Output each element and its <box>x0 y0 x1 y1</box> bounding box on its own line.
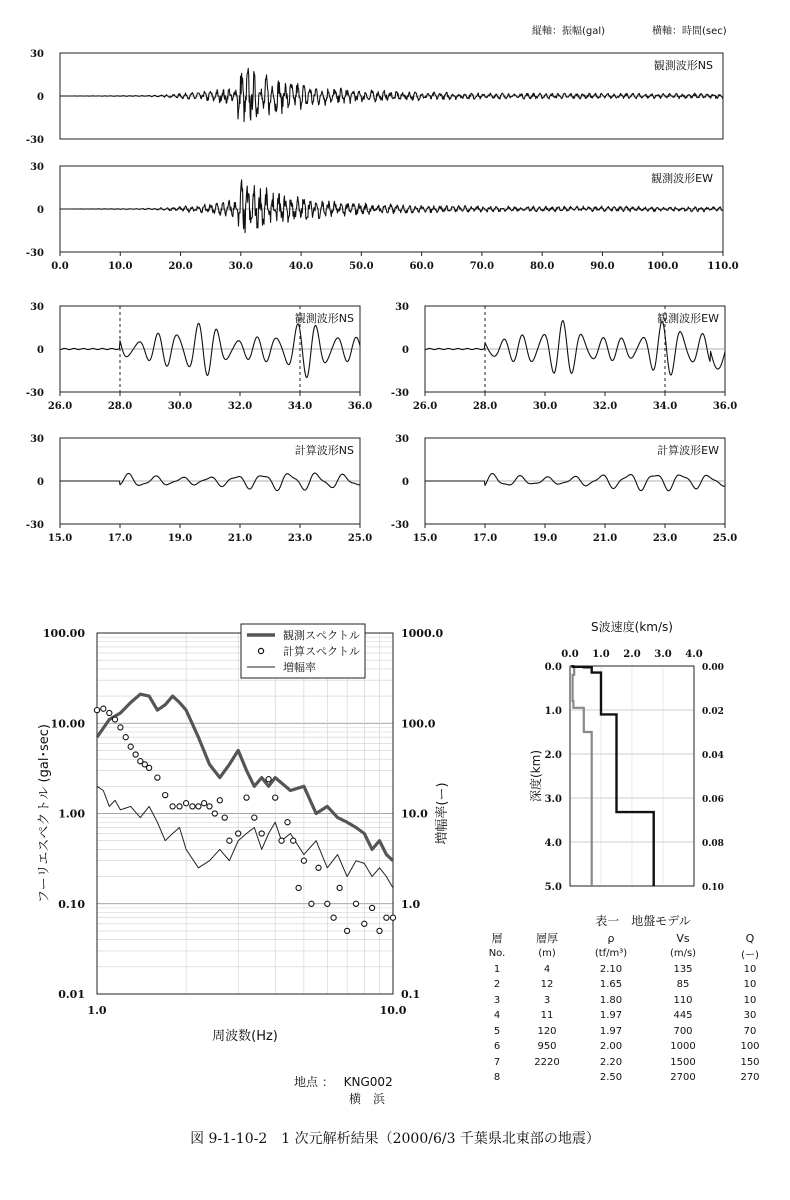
table-cell: 層厚 <box>536 932 558 945</box>
calculated-spectrum-point <box>101 706 106 711</box>
y2-tick-label: 0.10 <box>702 883 724 893</box>
vs-full-profile <box>573 666 654 886</box>
y2-tick-label: 0.00 <box>702 663 724 673</box>
calculated-spectrum-point <box>279 838 284 843</box>
x-tick-label: 0.0 <box>561 649 579 660</box>
y-tick-label: -30 <box>25 135 44 146</box>
panel-series-name: 計算波形NS <box>294 444 354 457</box>
y-tick-label: -30 <box>25 388 44 399</box>
table-cell: 1.65 <box>599 979 623 991</box>
y2-tick-label: 0.08 <box>702 839 724 849</box>
panel-series-name: 観測波形NS <box>294 312 354 325</box>
table-row <box>478 1055 778 1071</box>
x-tick-label: 34.0 <box>652 401 678 412</box>
y-tick-label: 3.0 <box>544 794 562 805</box>
table-row <box>478 1070 778 1086</box>
panel-series-name: 観測波形EW <box>651 172 713 185</box>
table-cell: 10 <box>743 979 757 991</box>
y-tick-label: 0 <box>402 477 409 488</box>
table-row <box>478 993 778 1009</box>
table-cell: 6 <box>493 1041 501 1053</box>
table-cell: 120 <box>537 1025 557 1037</box>
x-tick-label: 100.0 <box>647 261 679 272</box>
calculated-spectrum-point <box>377 928 382 933</box>
y2-tick-label: 0.1 <box>401 988 421 1001</box>
calculated-spectrum-point <box>353 901 358 906</box>
table-cell <box>516 1070 578 1086</box>
calculated-spectrum-point <box>252 815 257 820</box>
calculated-spectrum-point <box>337 885 342 890</box>
vs-detail-profile <box>573 666 592 886</box>
x-tick-label: 3.0 <box>654 649 672 660</box>
table-cell: 層 <box>491 932 503 945</box>
y-tick-label: -30 <box>25 248 44 259</box>
calculated-spectrum-point <box>212 811 217 816</box>
waveform-trace <box>60 180 723 233</box>
calculated-spectrum-point <box>325 901 330 906</box>
legend-amp-label: 増幅率 <box>283 661 316 674</box>
x-tick-label: 21.0 <box>227 533 253 544</box>
table-cell: 700 <box>673 1025 693 1037</box>
y-axis-label: フーリエスペクトル (gal･sec) <box>37 724 52 903</box>
y-tick-label: 10.00 <box>50 717 85 731</box>
calculated-spectrum-point <box>309 901 314 906</box>
table-cell: 4 <box>493 1010 501 1022</box>
calculated-spectrum-point <box>107 710 112 715</box>
table-row <box>478 1024 778 1040</box>
calculated-spectrum-point <box>128 744 133 749</box>
y-tick-label: 30 <box>30 302 44 313</box>
table-cell: 1.97 <box>599 1025 623 1037</box>
panel-series-name: 観測波形NS <box>653 59 713 72</box>
x-tick-label: 21.0 <box>592 533 618 544</box>
x-tick-label: 10.0 <box>379 1004 407 1017</box>
calculated-spectrum-point <box>184 801 189 806</box>
x-tick-label: 19.0 <box>532 533 558 544</box>
y-tick-label: 30 <box>30 434 44 445</box>
amplification-line <box>97 786 393 888</box>
y-tick-label: 1.00 <box>58 807 85 821</box>
table-row <box>478 977 778 993</box>
x-tick-label: 26.0 <box>47 401 73 412</box>
y-tick-label: 30 <box>30 162 44 173</box>
calculated-spectrum-point <box>170 804 175 809</box>
x-tick-label: 110.0 <box>707 261 739 272</box>
table-cell: 100 <box>740 1041 760 1053</box>
table-cell: No. <box>488 948 506 960</box>
vertical-axis-note: 縦軸：振幅(gal) <box>532 26 606 37</box>
y2-axis-label: 増幅率(ー) <box>435 782 450 845</box>
table-cell: 4 <box>543 963 551 975</box>
horizontal-axis-note: 横軸：時間(sec) <box>652 26 727 37</box>
calculated-spectrum-point <box>123 735 128 740</box>
legend-calc-swatch <box>258 648 263 653</box>
table-row <box>478 962 778 978</box>
calculated-spectrum-point <box>112 717 117 722</box>
y-tick-label: 30 <box>30 49 44 60</box>
calculated-spectrum-point <box>236 831 241 836</box>
table-cell: 70 <box>743 1025 757 1037</box>
calc-ns-chart <box>26 434 372 544</box>
y-tick-label: 0 <box>37 477 44 488</box>
waveform-trace <box>60 68 723 121</box>
calculated-spectrum-point <box>196 804 201 809</box>
calculated-spectrum-point <box>296 885 301 890</box>
table-cell: 7 <box>493 1056 501 1068</box>
calculated-spectrum-point <box>133 752 138 757</box>
y-tick-label: -30 <box>390 388 409 399</box>
table-cell: 8 <box>493 1072 501 1084</box>
table-cell: (tf/m³) <box>594 948 628 960</box>
calculated-spectrum-point <box>345 928 350 933</box>
table-cell: 12 <box>540 979 554 991</box>
x-tick-label: 90.0 <box>590 261 615 272</box>
x-tick-label: 17.0 <box>107 533 133 544</box>
table-cell: 1500 <box>670 1056 696 1068</box>
x-tick-label: 70.0 <box>469 261 495 272</box>
table-cell: 3 <box>543 994 551 1006</box>
figure-caption: 図 9-1-10-2 1 次元解析結果（2000/6/3 千葉県北東部の地震） <box>190 1131 600 1147</box>
panel-series-name: 観測波形EW <box>657 312 719 325</box>
calculated-spectrum-point <box>291 838 296 843</box>
table-cell: 2.50 <box>599 1072 623 1084</box>
obs-ns-zoom-chart <box>26 302 372 412</box>
table-cell: 110 <box>673 994 693 1006</box>
x-tick-label: 1.0 <box>87 1004 107 1017</box>
calculated-spectrum-point <box>370 905 375 910</box>
legend-calc-label: 計算スペクトル <box>283 645 360 658</box>
y-tick-label: 0 <box>402 345 409 356</box>
table-row <box>478 1039 778 1055</box>
site-name: 横 浜 <box>349 1092 386 1106</box>
y-tick-label: 0 <box>37 205 44 216</box>
table-cell: 1 <box>493 963 501 975</box>
waveform-trace <box>60 323 360 377</box>
table-cell: 5 <box>493 1025 501 1037</box>
table-cell: ρ <box>607 931 615 945</box>
x-tick-label: 30.0 <box>167 401 193 412</box>
x-tick-label: 36.0 <box>712 401 738 412</box>
fourier-spectrum-chart <box>0 600 470 1060</box>
x-tick-label: 28.0 <box>107 401 133 412</box>
x-tick-label: 20.0 <box>168 261 193 272</box>
profile-title: S波速度(km/s) <box>591 620 673 634</box>
x-tick-label: 15.0 <box>412 533 438 544</box>
observed-spectrum-line <box>97 694 393 861</box>
x-tick-label: 10.0 <box>108 261 133 272</box>
x-tick-label: 25.0 <box>712 533 738 544</box>
legend-obs-label: 観測スペクトル <box>283 629 360 642</box>
table-header-row <box>478 930 778 946</box>
x-tick-label: 0.0 <box>51 261 69 272</box>
waveform-trace <box>425 321 725 375</box>
panel-series-name: 計算波形EW <box>657 444 719 457</box>
y2-tick-label: 1.0 <box>401 897 421 911</box>
y-tick-label: 0.01 <box>58 988 85 1001</box>
x-tick-label: 15.0 <box>47 533 73 544</box>
table-cell: 270 <box>740 1072 760 1084</box>
table-cell: (m) <box>538 948 556 960</box>
x-tick-label: 2.0 <box>623 649 641 660</box>
x-tick-label: 17.0 <box>472 533 498 544</box>
x-tick-label: 30.0 <box>228 261 253 272</box>
site-label: 地点 ： <box>294 1075 334 1089</box>
y-tick-label: 2.0 <box>544 750 562 761</box>
calculated-spectrum-point <box>266 777 271 782</box>
obs-ew-zoom-chart <box>391 302 737 412</box>
calculated-spectrum-point <box>390 915 395 920</box>
calculated-spectrum-point <box>190 804 195 809</box>
y-tick-label: -30 <box>25 520 44 531</box>
y2-tick-label: 10.0 <box>401 807 428 821</box>
table-cell: 2220 <box>534 1056 560 1068</box>
table-cell: Q <box>745 931 755 945</box>
calculated-spectrum-point <box>301 858 306 863</box>
y2-tick-label: 0.04 <box>702 751 724 761</box>
calculated-spectrum-point <box>285 820 290 825</box>
calculated-spectrum-point <box>94 708 99 713</box>
calculated-spectrum-point <box>177 804 182 809</box>
calculated-spectrum-point <box>331 915 336 920</box>
x-tick-label: 60.0 <box>409 261 434 272</box>
x-tick-label: 28.0 <box>472 401 498 412</box>
model-table-grid <box>478 930 778 1086</box>
table-cell: 445 <box>673 1010 693 1022</box>
y-tick-label: 0.0 <box>544 662 562 673</box>
obs-ew-full-chart <box>26 162 739 272</box>
table-cell: (m/s) <box>669 948 697 960</box>
x-tick-label: 34.0 <box>287 401 313 412</box>
y-tick-label: 0 <box>37 92 44 103</box>
table-units-row <box>478 946 778 962</box>
table-cell: 2700 <box>670 1072 696 1084</box>
calculated-spectrum-point <box>163 793 168 798</box>
table-cell: 2.10 <box>599 963 623 975</box>
calculated-spectrum-point <box>244 795 249 800</box>
calculated-spectrum-point <box>155 775 160 780</box>
y-tick-label: 5.0 <box>544 882 562 893</box>
x-tick-label: 36.0 <box>347 401 373 412</box>
ground-model-table <box>478 912 778 1086</box>
calculated-spectrum-point <box>207 804 212 809</box>
x-tick-label: 32.0 <box>227 401 253 412</box>
table-cell: 2 <box>493 979 501 991</box>
calc-ew-chart <box>391 434 737 544</box>
y-tick-label: 100.00 <box>42 627 85 640</box>
x-tick-label: 4.0 <box>685 649 703 660</box>
x-tick-label: 23.0 <box>652 533 678 544</box>
x-tick-label: 40.0 <box>288 261 314 272</box>
table-cell: 30 <box>743 1010 757 1022</box>
calculated-spectrum-point <box>202 801 207 806</box>
table-cell: 10 <box>743 963 757 975</box>
waveform-trace <box>60 473 360 491</box>
table-cell: 1000 <box>670 1041 696 1053</box>
table-title: 表一 地盤モデル <box>595 914 691 928</box>
x-tick-label: 19.0 <box>167 533 193 544</box>
x-tick-label: 30.0 <box>532 401 558 412</box>
calculated-spectrum-point <box>217 798 222 803</box>
y-tick-label: 30 <box>395 434 409 445</box>
table-cell: 10 <box>743 994 757 1006</box>
table-cell: 85 <box>676 979 690 991</box>
calculated-spectrum-point <box>316 865 321 870</box>
x-tick-label: 23.0 <box>287 533 313 544</box>
table-cell: 3 <box>493 994 501 1006</box>
calculated-spectrum-point <box>222 815 227 820</box>
y-tick-label: 30 <box>395 302 409 313</box>
calculated-spectrum-point <box>362 921 367 926</box>
table-cell: Vs <box>676 931 690 945</box>
x-tick-label: 25.0 <box>347 533 373 544</box>
table-cell: 150 <box>740 1056 760 1068</box>
depth-axis-label: 深度(km) <box>529 749 543 803</box>
calculated-spectrum-point <box>227 838 232 843</box>
y-tick-label: 0.10 <box>58 897 85 911</box>
table-cell: 2.00 <box>599 1041 623 1053</box>
table-cell: 11 <box>540 1010 554 1022</box>
x-tick-label: 32.0 <box>592 401 618 412</box>
x-tick-label: 26.0 <box>412 401 438 412</box>
x-tick-label: 1.0 <box>592 649 610 660</box>
x-tick-label: 80.0 <box>530 261 555 272</box>
y2-tick-label: 0.06 <box>702 795 724 805</box>
calculated-spectrum-point <box>259 831 264 836</box>
y2-tick-label: 0.02 <box>702 707 724 717</box>
table-cell: (ー) <box>741 950 759 962</box>
table-cell: 1.80 <box>599 994 623 1006</box>
table-cell: 135 <box>673 963 693 975</box>
x-axis-label: 周波数(Hz) <box>212 1029 278 1044</box>
y-tick-label: 4.0 <box>544 838 562 849</box>
obs-ns-full-chart <box>26 49 723 146</box>
y-tick-label: -30 <box>390 520 409 531</box>
table-cell: 1.97 <box>599 1010 623 1022</box>
x-tick-label: 50.0 <box>349 261 374 272</box>
calculated-spectrum-point <box>118 725 123 730</box>
site-code: KNG002 <box>343 1075 393 1089</box>
y2-tick-label: 1000.0 <box>401 627 444 640</box>
y-tick-label: 0 <box>37 345 44 356</box>
calculated-spectrum-point <box>147 765 152 770</box>
table-row <box>478 1008 778 1024</box>
site-info <box>294 1073 393 1090</box>
spectrum-legend <box>241 624 365 678</box>
y-tick-label: 1.0 <box>544 706 562 717</box>
waveform-trace <box>425 474 725 491</box>
y2-tick-label: 100.0 <box>401 717 436 731</box>
calculated-spectrum-point <box>384 915 389 920</box>
table-cell: 950 <box>537 1041 557 1053</box>
table-cell: 2.20 <box>599 1056 623 1068</box>
velocity-profile-chart <box>470 600 790 900</box>
waveform-panels <box>0 0 790 560</box>
calculated-spectrum-point <box>273 795 278 800</box>
